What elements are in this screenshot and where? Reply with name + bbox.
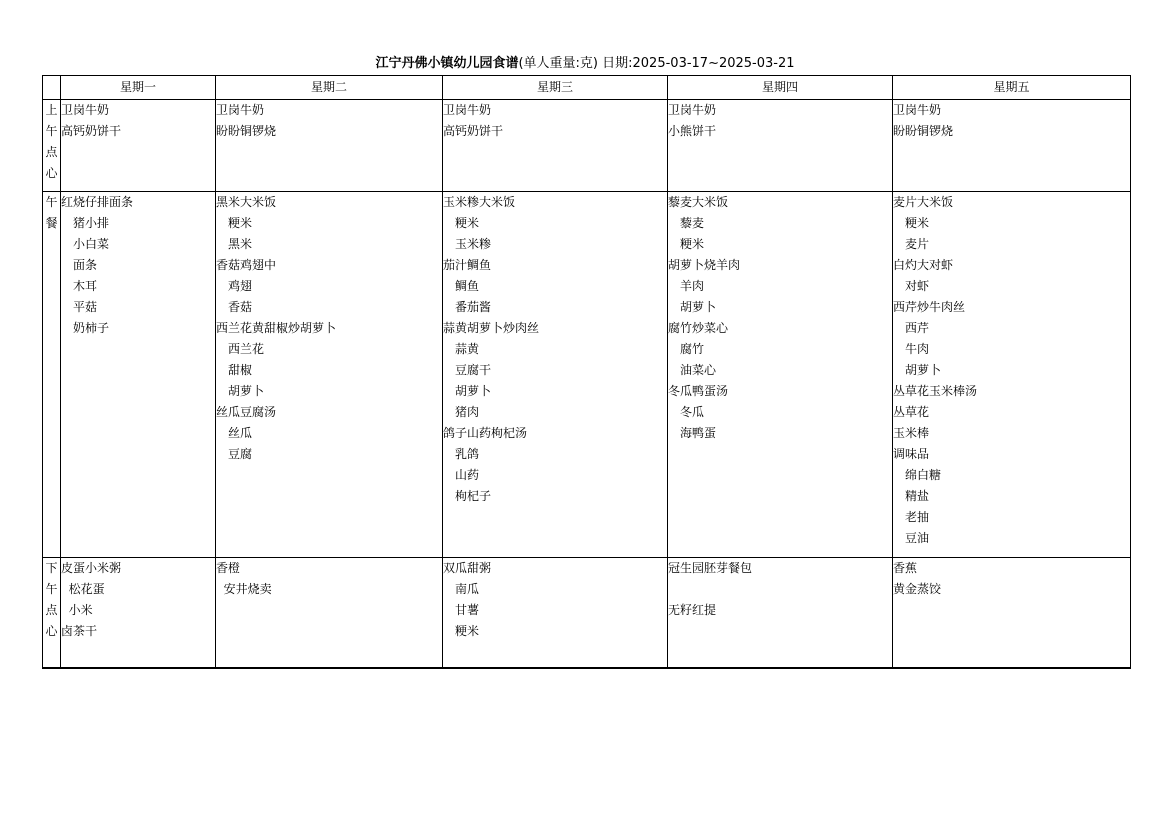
menu-line: 茄汁鲷鱼 (443, 258, 492, 272)
menu-line: 黑米 (216, 237, 253, 251)
menu-line: 黑米大米饭 (216, 195, 277, 209)
menu-cell (216, 558, 443, 669)
menu-cell (668, 192, 893, 558)
menu-line: 老抽 (893, 510, 930, 524)
menu-line: 双瓜甜粥 (443, 561, 492, 575)
menu-line: 西兰花 (216, 342, 265, 356)
page-title (0, 56, 1170, 72)
menu-line: 绵白糖 (893, 468, 942, 482)
row-label (43, 100, 61, 192)
menu-line: 猪小排 (61, 216, 110, 230)
menu-line: 香橙 (216, 561, 241, 575)
row-label-char: 点 (45, 145, 58, 159)
menu-line: 玉米糁 (443, 237, 492, 251)
menu-line: 卫岗牛奶 (443, 103, 492, 117)
menu-line (668, 579, 892, 600)
menu-line: 南瓜 (443, 582, 480, 596)
menu-line: 调味品 (893, 447, 930, 461)
menu-line: 卫岗牛奶 (893, 103, 942, 117)
menu-line: 无籽红提 (668, 603, 717, 617)
title-meta: (单人重量:克) 日期:2025-03-17~2025-03-21 (518, 56, 795, 71)
row-label-char: 心 (45, 166, 58, 180)
menu-line: 丝瓜 (216, 426, 253, 440)
menu-line: 胡萝卜 (668, 300, 717, 314)
menu-line: 西芹 (893, 321, 930, 335)
menu-line: 豆油 (893, 531, 930, 545)
menu-cell (216, 192, 443, 558)
menu-line: 粳米 (893, 216, 930, 230)
row-label-char: 心 (45, 624, 58, 638)
menu-line: 小熊饼干 (668, 124, 717, 138)
menu-line: 山药 (443, 468, 480, 482)
menu-line: 丛草花玉米棒汤 (893, 384, 978, 398)
menu-line: 腐竹 (668, 342, 705, 356)
menu-line: 卤茶干 (61, 624, 98, 638)
menu-line: 冬瓜 (668, 405, 705, 419)
menu-line: 枸杞子 (443, 489, 492, 503)
menu-cell (893, 100, 1131, 192)
menu-line: 卫岗牛奶 (668, 103, 717, 117)
menu-line: 玉米糁大米饭 (443, 195, 516, 209)
menu-line: 粳米 (216, 216, 253, 230)
menu-line: 藜麦大米饭 (668, 195, 729, 209)
menu-table-body (43, 100, 1131, 669)
menu-cell (443, 192, 668, 558)
menu-line: 藜麦 (668, 216, 705, 230)
row-label-char: 点 (45, 603, 58, 617)
menu-line: 卫岗牛奶 (61, 103, 110, 117)
menu-line: 鸡翅 (216, 279, 253, 293)
menu-cell (61, 192, 216, 558)
menu-line: 卫岗牛奶 (216, 103, 265, 117)
menu-cell (668, 558, 893, 669)
menu-row (43, 558, 1131, 669)
menu-line: 甜椒 (216, 363, 253, 377)
menu-line: 甘薯 (443, 603, 480, 617)
menu-line: 胡萝卜 (893, 363, 942, 377)
menu-line: 丝瓜豆腐汤 (216, 405, 277, 419)
menu-line: 豆腐 (216, 447, 253, 461)
day-header-3: 星期三 (443, 76, 668, 100)
row-label-char: 午 (45, 582, 58, 596)
menu-line: 香菇鸡翅中 (216, 258, 277, 272)
header-row (43, 76, 1131, 100)
menu-line: 红烧仔排面条 (61, 195, 134, 209)
menu-line: 胡萝卜烧羊肉 (668, 258, 741, 272)
menu-cell (61, 558, 216, 669)
menu-line: 安井烧卖 (216, 582, 272, 596)
menu-table (42, 75, 1131, 669)
menu-line: 白灼大对虾 (893, 258, 954, 272)
menu-line: 番茄酱 (443, 300, 492, 314)
menu-line: 盼盼铜锣烧 (893, 124, 954, 138)
menu-line: 油菜心 (668, 363, 717, 377)
menu-line: 麦片大米饭 (893, 195, 954, 209)
menu-line: 奶柿子 (61, 321, 110, 335)
menu-line: 蒜黄 (443, 342, 480, 356)
menu-line: 羊肉 (668, 279, 705, 293)
menu-line: 腐竹炒菜心 (668, 321, 729, 335)
menu-line: 鲷鱼 (443, 279, 480, 293)
menu-cell (668, 100, 893, 192)
corner-cell (43, 76, 61, 100)
row-label (43, 558, 61, 669)
menu-line: 丛草花 (893, 405, 930, 419)
menu-line: 小米 (61, 603, 93, 617)
menu-line: 粳米 (443, 216, 480, 230)
row-label-char: 上 (45, 103, 58, 117)
row-label-char: 下 (45, 561, 58, 575)
menu-row (43, 100, 1131, 192)
menu-line: 木耳 (61, 279, 98, 293)
day-header-5: 星期五 (893, 76, 1131, 100)
menu-line: 乳鸽 (443, 447, 480, 461)
menu-line: 香蕉 (893, 561, 918, 575)
row-label-char: 午 (45, 195, 58, 209)
menu-line: 黄金蒸饺 (893, 582, 942, 596)
menu-row (43, 192, 1131, 558)
title-school-name: 江宁丹佛小镇幼儿园食谱 (375, 56, 519, 71)
menu-cell (893, 192, 1131, 558)
menu-cell (893, 558, 1131, 669)
menu-line: 高钙奶饼干 (443, 124, 504, 138)
menu-line: 麦片 (893, 237, 930, 251)
menu-line: 香菇 (216, 300, 253, 314)
menu-line: 鸽子山药枸杞汤 (443, 426, 528, 440)
menu-line: 平菇 (61, 300, 98, 314)
menu-line: 胡萝卜 (443, 384, 492, 398)
day-header-1: 星期一 (61, 76, 216, 100)
menu-cell (443, 558, 668, 669)
menu-line: 冬瓜鸭蛋汤 (668, 384, 729, 398)
menu-line: 精盐 (893, 489, 930, 503)
menu-line: 牛肉 (893, 342, 930, 356)
row-label (43, 192, 61, 558)
menu-line: 高钙奶饼干 (61, 124, 122, 138)
menu-cell (443, 100, 668, 192)
menu-cell (216, 100, 443, 192)
menu-line: 盼盼铜锣烧 (216, 124, 277, 138)
menu-line: 西兰花黄甜椒炒胡萝卜 (216, 321, 337, 335)
menu-line: 粳米 (443, 624, 480, 638)
row-label-char: 午 (45, 124, 58, 138)
row-label-char: 餐 (45, 216, 58, 230)
menu-line: 豆腐干 (443, 363, 492, 377)
day-header-4: 星期四 (668, 76, 893, 100)
menu-line: 粳米 (668, 237, 705, 251)
menu-line: 海鸭蛋 (668, 426, 717, 440)
menu-line: 小白菜 (61, 237, 110, 251)
menu-line: 蒜黄胡萝卜炒肉丝 (443, 321, 540, 335)
menu-line: 西芹炒牛肉丝 (893, 300, 966, 314)
menu-cell (61, 100, 216, 192)
menu-line: 面条 (61, 258, 98, 272)
day-header-2: 星期二 (216, 76, 443, 100)
menu-line: 猪肉 (443, 405, 480, 419)
menu-line: 对虾 (893, 279, 930, 293)
menu-line: 冠生园胚芽餐包 (668, 561, 753, 575)
menu-line: 胡萝卜 (216, 384, 265, 398)
menu-line: 皮蛋小米粥 (61, 561, 122, 575)
menu-line: 松花蛋 (61, 582, 105, 596)
menu-line: 玉米棒 (893, 426, 930, 440)
